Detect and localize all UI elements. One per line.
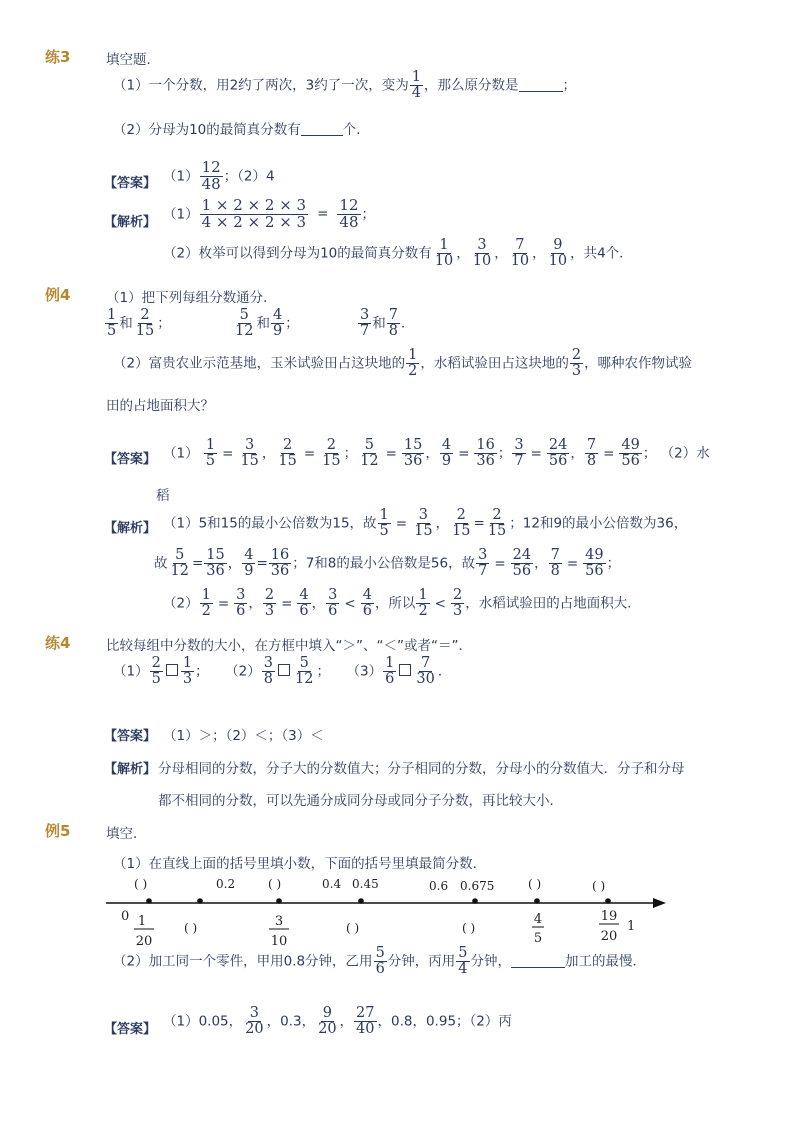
fraction: [238, 438, 260, 469]
numerator: 7: [420, 655, 431, 671]
numerator: 3: [263, 655, 273, 671]
denominator: 7: [514, 453, 524, 470]
numerator: 3: [236, 587, 246, 603]
fraction: [234, 588, 247, 619]
bottom-frac-den: 20: [135, 934, 153, 949]
fraction: [105, 308, 118, 339]
fraction: [474, 438, 496, 469]
fraction: [326, 588, 339, 619]
fraction: [570, 348, 583, 379]
fraction: [316, 1006, 338, 1037]
bottom-frac-num: 3: [274, 914, 284, 929]
fraction: [416, 588, 429, 619]
denominator: 4 × 2 × 2 × 3: [201, 212, 307, 231]
fraction: [547, 238, 569, 269]
denominator: 6: [236, 603, 246, 620]
numerator: 2: [151, 655, 161, 671]
fraction: [293, 656, 315, 687]
denominator: 7: [360, 323, 370, 340]
li5-prompt: 填空．: [106, 826, 147, 842]
denominator: 3: [264, 603, 275, 620]
fraction: [200, 160, 223, 193]
denominator: 20: [245, 1021, 264, 1038]
fraction: [320, 438, 342, 469]
numerator: 3: [478, 547, 488, 563]
denominator: 48: [339, 212, 359, 231]
top-label: 0.45: [352, 877, 379, 891]
fraction: [583, 548, 605, 579]
fraction: [361, 588, 374, 619]
denominator: 8: [586, 453, 597, 470]
fraction: [276, 438, 298, 469]
numerator: 3: [249, 1005, 259, 1021]
fraction: [243, 1006, 265, 1037]
answer-blank[interactable]: [511, 953, 565, 968]
denominator: 4: [458, 961, 468, 978]
numerator: 49: [621, 437, 640, 453]
numerator: 49: [585, 547, 604, 563]
arrow-head-icon: [653, 898, 666, 908]
compare-box[interactable]: [278, 664, 290, 676]
numerator: 3: [245, 437, 255, 453]
numerator: 7: [388, 307, 398, 323]
numerator: 3: [418, 507, 428, 523]
denominator: 2: [418, 603, 428, 620]
fraction: [549, 548, 562, 579]
fraction: [412, 508, 434, 539]
numerator: 7: [586, 437, 597, 453]
fraction: [619, 438, 641, 469]
numerator: 7: [550, 547, 560, 563]
denominator: 56: [512, 563, 532, 580]
bottom-frac-num: 19: [600, 909, 618, 924]
numerator: 1: [107, 307, 117, 323]
numerator: 24: [512, 547, 532, 563]
bottom-label: 0: [121, 909, 130, 924]
denominator: 5: [379, 523, 389, 540]
numerator: 15: [403, 437, 423, 453]
point: [534, 898, 540, 904]
denominator: 6: [328, 603, 338, 620]
li4-analysis-2: 故 $\frac{5}{12}$ = $\frac{15}{36}$ ， $\frac{4}{9}$ = $\frac{16}{36}$ ；7和8的最小公倍数是56，故 $\frac{3}{7}$ = $\frac{24}{56}$ ， $\frac{7}{8}$ = $\frac{49}{56}$ ；: [154, 547, 621, 580]
fraction: [337, 198, 360, 231]
lian3-prompt: 填空题．: [106, 52, 160, 68]
denominator: 6: [375, 961, 385, 978]
point: [605, 898, 611, 904]
fraction: [134, 308, 156, 339]
bottom-frac-num: 1: [137, 914, 147, 929]
fraction: [486, 508, 508, 539]
fraction: [387, 308, 400, 339]
answer-blank[interactable]: [301, 121, 343, 136]
section-tag-li4: 例4: [45, 286, 71, 304]
top-label: ( ): [528, 877, 542, 891]
fraction: [150, 656, 163, 687]
fraction: [406, 348, 419, 379]
fraction: [263, 588, 276, 619]
bottom-label: ( ): [346, 921, 360, 935]
fraction: [200, 588, 213, 619]
fraction: [358, 438, 380, 469]
denominator: 10: [510, 253, 530, 270]
denominator: 56: [548, 453, 568, 470]
numerator: 3: [477, 237, 487, 253]
fraction: [402, 438, 424, 469]
denominator: 15: [452, 523, 471, 540]
denominator: 9: [272, 323, 283, 340]
fraction: [383, 656, 396, 687]
numerator: 1 × 2 × 2 × 3: [201, 196, 307, 214]
denominator: 12: [170, 563, 189, 580]
fraction: [374, 946, 387, 977]
fraction: [410, 70, 423, 101]
analysis-label: 【解析】: [104, 762, 157, 777]
numerator: 2: [456, 507, 466, 523]
numerator: 24: [548, 437, 568, 453]
denominator: 3: [182, 671, 193, 688]
answer-label: 【答案】: [104, 452, 157, 467]
lian3-analysis-1: （1） $\frac{1 \times 2 \times 2 \times 3}{4 \times 2 \times 2 \times 3}$ = $\frac{12}{48}$ ；: [163, 196, 375, 231]
numerator: 2: [452, 587, 463, 603]
li4-pair-2: $\frac{5}{12}$ 和 $\frac{4}{9}$ ；: [235, 307, 299, 340]
bottom-label: 1: [627, 919, 636, 934]
numerator: 4: [272, 307, 283, 323]
li4-q2: （2）富贵农业示范基地，玉米试验田占这块地的 $\frac{1}{2}$ ，水稻试验田占这块地的 $\frac{2}{3}$ ，哪种农作物试验: [113, 347, 693, 380]
numerator: 12: [339, 196, 359, 214]
numerator: 1: [408, 347, 418, 363]
numerator: 16: [476, 437, 495, 453]
li4-analysis-1: （1）5和15的最小公倍数为15，故 $\frac{1}{5}$ = $\frac{3}{15}$ ， $\frac{2}{15}$ = $\frac{2}{15}$ ；12和9的最小公倍数为36，: [163, 507, 688, 540]
fraction: [169, 548, 191, 579]
compare-box[interactable]: [166, 664, 178, 676]
lian3-q2: （2）分母为10的最简真分数有 个．: [113, 122, 370, 138]
numerator: 7: [515, 237, 525, 253]
li4-pair-1: $\frac{1}{5}$ 和 $\frac{2}{15}$ ；: [107, 307, 171, 340]
denominator: 15: [322, 453, 341, 470]
lian3-q1: （1）一个分数，用2约了两次，3约了一次，变为 $\frac{1}{4}$ ，那么原分数是 ；: [113, 69, 577, 102]
point: [146, 898, 152, 904]
fraction: [450, 508, 472, 539]
numerator: 1: [418, 587, 428, 603]
numerator: 2: [326, 437, 336, 453]
numerator: 4: [244, 547, 254, 563]
fraction: [204, 438, 217, 469]
numerator: 1: [182, 655, 193, 671]
fraction: [378, 508, 391, 539]
lian4-prompt: 比较每组中分数的大小，在方框中填入“＞”、“＜”或者“＝”．: [106, 638, 472, 654]
bottom-frac-den: 20: [600, 929, 618, 944]
denominator: 56: [621, 453, 640, 470]
fraction: [242, 548, 255, 579]
denominator: 8: [263, 671, 273, 688]
denominator: 8: [388, 323, 398, 340]
lian4-answer: （1）＞；（2）＜；（3）＜: [163, 728, 324, 744]
numerator: 2: [140, 307, 150, 323]
numerator: 5: [299, 655, 309, 671]
denominator: 6: [299, 603, 309, 620]
top-label: 0.2: [216, 877, 236, 891]
numerator: 15: [206, 547, 225, 563]
point: [472, 898, 478, 904]
bottom-frac-den: 10: [270, 934, 288, 949]
denominator: 5: [151, 671, 161, 688]
li4-q1: （1）把下列每组分数通分．: [106, 290, 277, 306]
denominator: 15: [414, 523, 433, 540]
top-label: 0.675: [460, 879, 495, 893]
numerator: 16: [270, 547, 290, 563]
denominator: 15: [278, 453, 297, 470]
denominator: 36: [476, 453, 495, 470]
lian3-answer: （1） $\frac{12}{48}$ ；（2）4: [163, 158, 275, 193]
denominator: 12: [294, 671, 314, 688]
lian4-analysis-2: 都不相同的分数，可以先通分成同分母或同分子分数，再比较大小．: [158, 793, 563, 809]
li4-answer-line2: 稻: [156, 488, 170, 504]
denominator: 5: [205, 453, 216, 470]
numerator: 5: [175, 547, 185, 563]
fraction: [262, 656, 275, 687]
numerator: 5: [364, 437, 374, 453]
fraction: [200, 198, 309, 231]
li4-answer: （1） $\frac{1}{5}$ = $\frac{3}{15}$ ， $\frac{2}{15}$ = $\frac{2}{15}$ ； $\frac{5}{12}$ = $\frac{15}{36}$ ， $\frac{4}{9}$ = $\frac{16}{36}$ ； $\frac{3}{7}$ = $\frac{24}{56}$ ， $\frac{7}{8}$ = $\frac{49}{56}$ ； （2）水: [163, 437, 710, 470]
top-label: 0.6: [429, 879, 449, 893]
bottom-label: ( ): [462, 921, 476, 935]
answer-blank[interactable]: [519, 77, 563, 92]
numerator: 3: [514, 437, 524, 453]
fraction: [233, 308, 255, 339]
point: [197, 898, 203, 904]
numerator: 27: [356, 1005, 375, 1021]
numerator: 4: [362, 587, 372, 603]
numerator: 5: [239, 307, 249, 323]
top-label: 0.4: [322, 877, 342, 891]
lian4-analysis-1: 分母相同的分数，分子大的分数值大；分子相同的分数，分母小的分数值大．分子和分母: [158, 761, 685, 777]
denominator: 10: [472, 253, 492, 270]
numerator: 1: [205, 437, 216, 453]
denominator: 12: [235, 323, 254, 340]
fraction: [509, 238, 531, 269]
fraction: [204, 548, 226, 579]
lian4-items: （1） $\frac{2}{5}$ $\frac{1}{3}$ ； （2） $\frac{3}{8}$ $\frac{5}{12}$ ； （3） $\frac{1}{6}$ $\frac{7}{30}$ ．: [113, 655, 452, 688]
numerator: 12: [201, 158, 221, 176]
denominator: 7: [478, 563, 488, 580]
denominator: 10: [434, 253, 454, 270]
denominator: 6: [362, 603, 372, 620]
numerator: 1: [379, 507, 389, 523]
numerator: 1: [385, 655, 395, 671]
lian3-q1-text: （1）一个分数，用2约了两次，3约了一次，变为: [113, 77, 409, 94]
answer-label: 【答案】: [104, 1022, 157, 1037]
denominator: 15: [135, 323, 155, 340]
numerator: 3: [360, 307, 370, 323]
fraction: [440, 438, 453, 469]
bottom-label: ( ): [184, 921, 198, 935]
analysis-label: 【解析】: [104, 215, 157, 230]
numerator: 5: [458, 945, 468, 961]
fraction: [512, 438, 525, 469]
denominator: 56: [585, 563, 604, 580]
denominator: 48: [201, 174, 221, 193]
fraction: [271, 308, 284, 339]
denominator: 36: [206, 563, 225, 580]
li4-analysis-3: （2） $\frac{1}{2}$ = $\frac{3}{6}$ ， $\frac{2}{3}$ = $\frac{4}{6}$ ， $\frac{3}{6}$ < $\frac{4}{6}$ ，所以 $\frac{1}{2}$ < $\frac{2}{3}$ ，水稻试验田的占地面积大．: [163, 587, 641, 620]
fraction: [456, 946, 469, 977]
denominator: 6: [385, 671, 395, 688]
fraction: [547, 438, 569, 469]
li5-q2: （2）加工同一个零件，甲用0.8分钟，乙用 $\frac{5}{6}$ 分钟，丙用 $\frac{5}{4}$ 分钟， 加工的最慢．: [113, 945, 647, 978]
fraction: [358, 308, 371, 339]
fraction: [269, 548, 291, 579]
fraction: [585, 438, 598, 469]
numerator: 2: [492, 507, 502, 523]
answer-label: 【答案】: [104, 176, 157, 191]
denominator: 3: [571, 363, 582, 380]
denominator: 30: [416, 671, 435, 688]
denominator: 10: [548, 253, 568, 270]
denominator: 40: [356, 1021, 375, 1038]
bottom-frac-num: 4: [533, 912, 543, 927]
denominator: 12: [360, 453, 379, 470]
numerator: 1: [201, 587, 211, 603]
denominator: 2: [201, 603, 211, 620]
denominator: 3: [452, 603, 463, 620]
denominator: 8: [550, 563, 560, 580]
numerator: 2: [283, 437, 293, 453]
denominator: 2: [408, 363, 418, 380]
fraction: [414, 656, 436, 687]
point: [276, 898, 282, 904]
denominator: 4: [411, 85, 422, 102]
fraction: [471, 238, 493, 269]
compare-box[interactable]: [399, 664, 411, 676]
number-line: [100, 870, 680, 950]
section-tag-lian4: 练4: [45, 634, 71, 652]
numerator: 9: [322, 1005, 332, 1021]
answer-label: 【答案】: [104, 729, 157, 744]
denominator: 15: [240, 453, 259, 470]
denominator: 20: [318, 1021, 337, 1038]
top-label: ( ): [268, 877, 282, 891]
fraction: [354, 1006, 376, 1037]
analysis-label: 【解析】: [104, 521, 157, 536]
denominator: 15: [487, 523, 507, 540]
denominator: 36: [270, 563, 290, 580]
denominator: 9: [441, 453, 452, 470]
fraction: [297, 588, 310, 619]
denominator: 36: [403, 453, 423, 470]
denominator: 9: [244, 563, 254, 580]
numerator: 2: [571, 347, 582, 363]
numerator: 4: [441, 437, 452, 453]
section-tag-lian3: 练3: [45, 48, 71, 66]
li4-q2-line2: 田的占地面积大？: [106, 398, 214, 414]
fraction: [433, 238, 455, 269]
numerator: 1: [439, 237, 449, 253]
numerator: 5: [375, 945, 385, 961]
bottom-frac-den: 5: [533, 931, 543, 946]
denominator: 5: [107, 323, 117, 340]
fraction: [451, 588, 464, 619]
fraction: [476, 548, 489, 579]
li5-answer: （1）0.05， $\frac{3}{20}$ ，0.3， $\frac{9}{20}$ ， $\frac{27}{40}$ ，0.8，0.95；（2）丙: [163, 1005, 512, 1038]
section-tag-li5: 例5: [45, 822, 71, 840]
top-label: ( ): [592, 879, 606, 893]
lian3-analysis-2: （2）枚举可以得到分母为10的最简真分数有 $\frac{1}{10}$ ， $\frac{3}{10}$ ， $\frac{7}{10}$ ， $\frac{9}{10}$ ，共4个．: [163, 237, 633, 270]
top-label: ( ): [134, 877, 148, 891]
point: [358, 898, 364, 904]
numerator: 3: [328, 587, 338, 603]
fraction: [181, 656, 194, 687]
numerator: 2: [264, 587, 275, 603]
numerator: 1: [411, 69, 422, 85]
li5-q1: （1）在直线上面的括号里填小数，下面的括号里填最简分数．: [113, 856, 487, 872]
numerator: 9: [553, 237, 563, 253]
fraction: [511, 548, 533, 579]
numerator: 4: [299, 587, 309, 603]
li4-pair-3: $\frac{3}{7}$ 和 $\frac{7}{8}$ ．: [360, 307, 415, 340]
